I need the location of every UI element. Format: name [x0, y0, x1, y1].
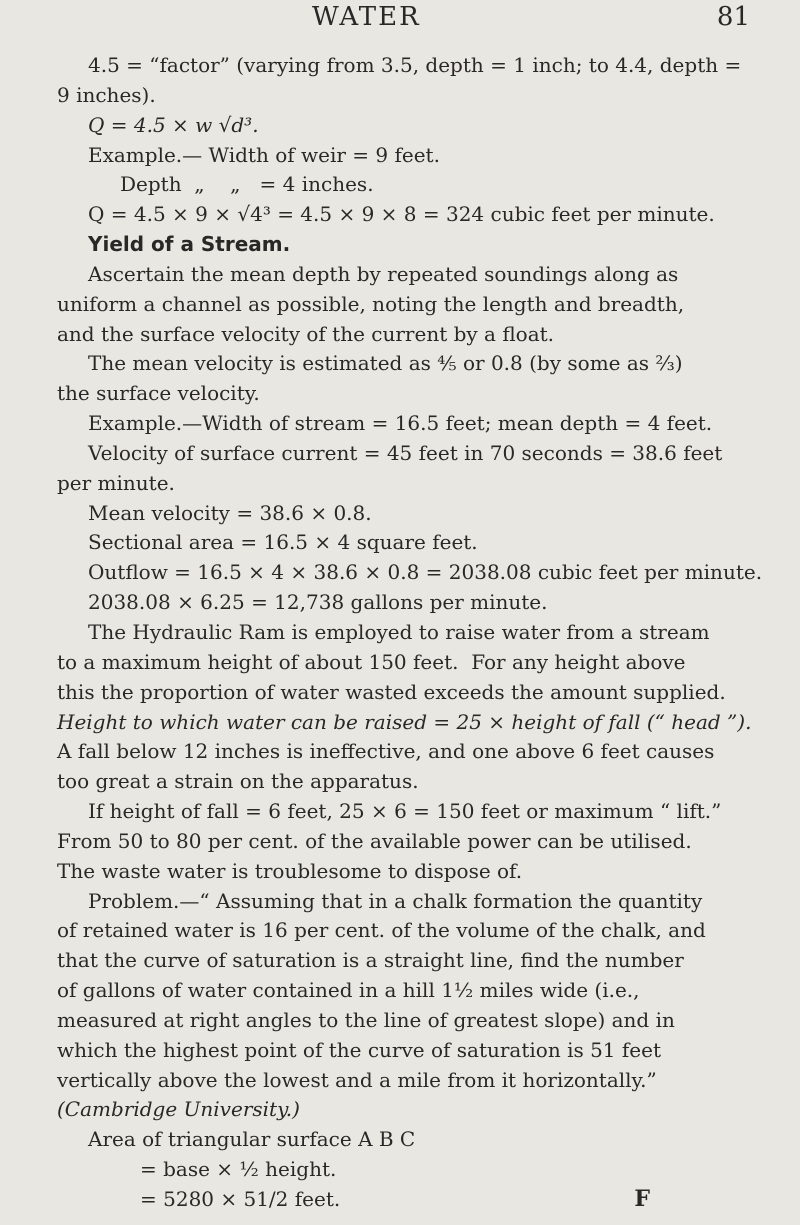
text-line: of gallons of water contained in a hill 1½ miles wide (i.e.,: [57, 978, 640, 1002]
text-line: that the curve of saturation is a straight line, find the number: [57, 948, 684, 972]
text-line: From 50 to 80 per cent. of the available power can be utilised.: [57, 829, 692, 853]
text-line: too great a strain on the apparatus.: [57, 769, 419, 793]
problem-line: Problem.—“ Assuming that in a chalk formation the quantity: [88, 889, 703, 913]
text-line: The mean velocity is estimated as ⅘ or 0.8 (by some as ⅔): [88, 351, 683, 375]
text-line: per minute.: [57, 471, 175, 495]
text-line: Ascertain the mean depth by repeated soundings along as: [88, 262, 679, 286]
text-line: Sectional area = 16.5 × 4 square feet.: [88, 530, 478, 554]
formula-line: = 5280 × 51/2 feet.: [140, 1187, 341, 1211]
text-line: to a maximum height of about 150 feet. For any height above: [57, 650, 686, 674]
running-title: WATER: [312, 2, 421, 32]
text-line: and the surface velocity of the current by a float.: [57, 322, 555, 346]
text-line: Depth „ „ = 4 inches.: [120, 172, 374, 196]
text-line: this the proportion of water wasted exceeds the amount supplied.: [57, 680, 726, 704]
text-line: Height to which water can be raised = 25 × height of fall (“ head ”).: [57, 710, 752, 734]
example-line: Example.— Width of weir = 9 feet.: [88, 143, 440, 167]
text-line: uniform a channel as possible, noting the length and breadth,: [57, 292, 685, 316]
text-line: of retained water is 16 per cent. of the volume of the chalk, and: [57, 918, 706, 942]
paragraph-start: The Hydraulic Ram is employed to raise water from a stream: [88, 620, 710, 644]
text-line: the surface velocity.: [57, 381, 260, 405]
text-line: If height of fall = 6 feet, 25 × 6 = 150 feet or maximum “ lift.”: [88, 799, 722, 823]
citation-line: (Cambridge University.): [57, 1097, 300, 1121]
text-line: = base × ½ height.: [140, 1157, 337, 1181]
page-number: 81: [716, 2, 750, 32]
text-line: 2038.08 × 6.25 = 12,738 gallons per minute.: [88, 590, 548, 614]
text-line: Velocity of surface current = 45 feet in 70 seconds = 38.6 feet: [88, 441, 723, 465]
text-line: The waste water is troublesome to dispose of.: [57, 859, 523, 883]
text-line: measured at right angles to the line of greatest slope) and in: [57, 1008, 675, 1032]
formula-line: Q = 4.5 × 9 × √4³ = 4.5 × 9 × 8 = 324 cubic feet per minute.: [88, 202, 715, 226]
page-header: [0, 2, 800, 42]
text-line: Outflow = 16.5 × 4 × 38.6 × 0.8 = 2038.08 cubic feet per minute.: [88, 560, 763, 584]
text-line: A fall below 12 inches is ineffective, and one above 6 feet causes: [57, 739, 715, 763]
signature-mark: F: [634, 1186, 650, 1212]
text-line: Mean velocity = 38.6 × 0.8.: [88, 501, 372, 525]
text-line: Area of triangular surface A B C: [88, 1127, 416, 1151]
example-line: Example.—Width of stream = 16.5 feet; mean depth = 4 feet.: [88, 411, 713, 435]
text-line: 4.5 = “factor” (varying from 3.5, depth = 1 inch; to 4.4, depth =: [88, 53, 742, 77]
formula-line: Q = 4.5 × w √d³.: [88, 113, 259, 137]
section-heading: Yield of a Stream.: [88, 232, 291, 256]
text-line: 9 inches).: [57, 83, 156, 107]
text-line: vertically above the lowest and a mile from it horizontally.”: [57, 1068, 657, 1092]
text-line: which the highest point of the curve of saturation is 51 feet: [57, 1038, 662, 1062]
